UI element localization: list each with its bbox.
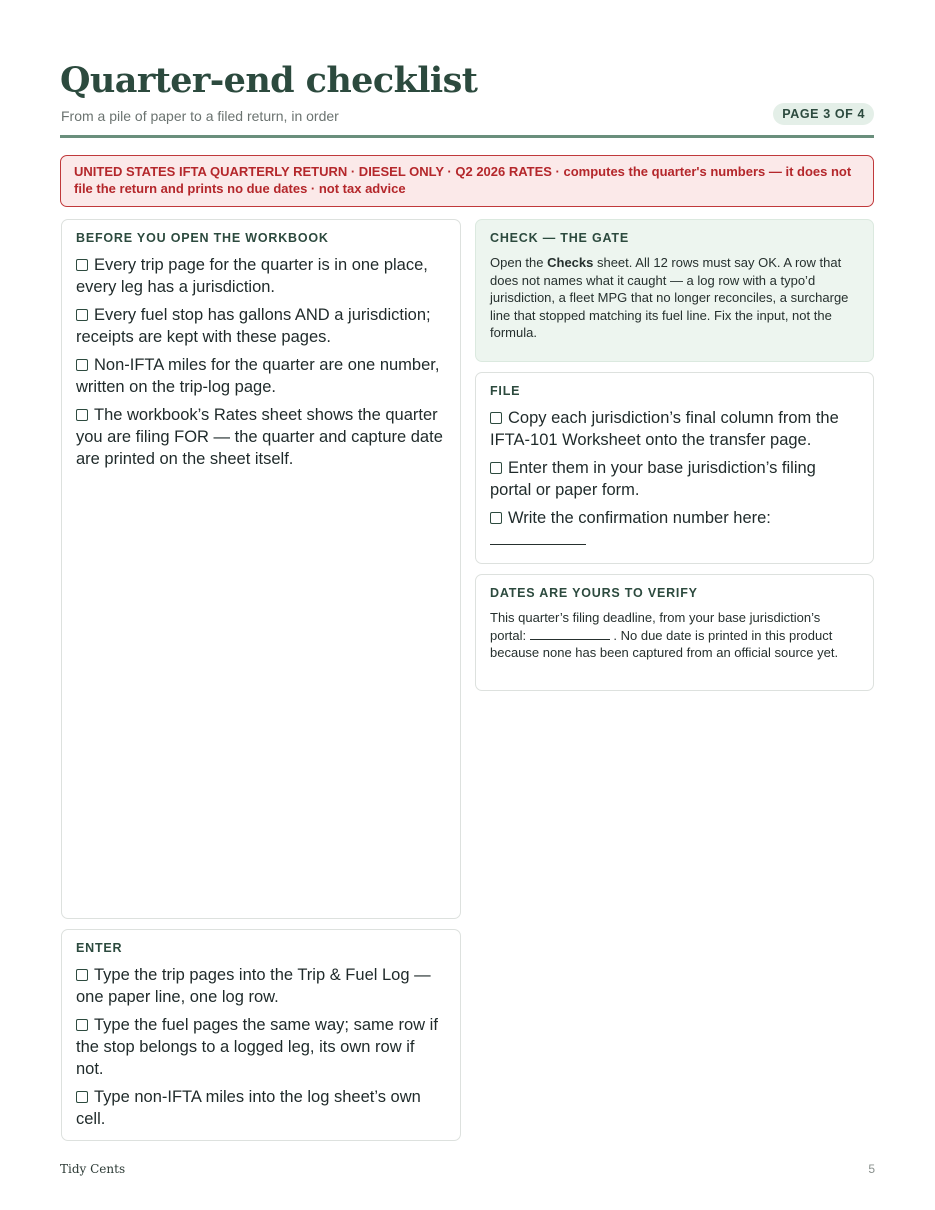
checklist-item[interactable] bbox=[76, 354, 446, 398]
gate-text-part: Open the bbox=[490, 255, 548, 270]
footer-page-number: 5 bbox=[868, 1162, 875, 1176]
checklist-item[interactable] bbox=[490, 407, 859, 451]
dates-card bbox=[475, 574, 874, 691]
checklist-item[interactable] bbox=[76, 304, 446, 348]
checkbox-icon[interactable] bbox=[76, 969, 88, 981]
footer-brand: Tidy Cents bbox=[60, 1162, 126, 1176]
before-card bbox=[61, 219, 461, 919]
checklist-item-text: Every trip page for the quarter is in one place, every leg has a jurisdiction. bbox=[76, 256, 428, 296]
checkbox-icon[interactable] bbox=[76, 409, 88, 421]
header-divider bbox=[60, 135, 874, 138]
checklist-item[interactable] bbox=[490, 507, 859, 551]
checks-sheet-name: Checks bbox=[547, 255, 594, 270]
disclaimer-banner: UNITED STATES IFTA QUARTERLY RETURN · DIESEL ONLY · Q2 2026 RATES · computes the quarter's numbers — it does not file the return and prints no due dates · not tax advice bbox=[60, 155, 874, 207]
checklist-item[interactable] bbox=[76, 964, 446, 1008]
gate-card bbox=[475, 219, 874, 362]
page-title: Quarter-end checklist bbox=[60, 60, 478, 101]
checklist-item-text: Write the confirmation number here: bbox=[508, 509, 771, 527]
file-heading: FILE bbox=[490, 384, 521, 398]
checkbox-icon[interactable] bbox=[76, 259, 88, 271]
checklist-item-text: Type the fuel pages the same way; same row if the stop belongs to a logged leg, its own row if not. bbox=[76, 1016, 438, 1078]
checklist-item[interactable] bbox=[76, 254, 446, 298]
page-subtitle: From a pile of paper to a filed return, in order bbox=[61, 108, 339, 124]
confirmation-number-blank[interactable] bbox=[490, 532, 586, 545]
checklist-item-text: Type the trip pages into the Trip & Fuel Log — one paper line, one log row. bbox=[76, 966, 431, 1006]
checklist-item[interactable] bbox=[490, 457, 859, 501]
checkbox-icon[interactable] bbox=[76, 309, 88, 321]
dates-text-part: This quarter’s filing deadline, from your base jurisdiction’s portal: bbox=[490, 610, 821, 643]
checklist-item-text: The workbook’s Rates sheet shows the quarter you are filing FOR — the quarter and capture date are printed on the sheet itself. bbox=[76, 406, 443, 468]
checkbox-icon[interactable] bbox=[76, 1019, 88, 1031]
gate-text bbox=[490, 254, 859, 342]
checklist-item[interactable] bbox=[76, 404, 446, 470]
dates-text-part: . No due date is printed in this product because none has been captured from an official source yet. bbox=[490, 627, 839, 660]
checklist-item-text: Every fuel stop has gallons AND a jurisdiction; receipts are kept with these pages. bbox=[76, 306, 431, 346]
file-card bbox=[475, 372, 874, 564]
checklist-item[interactable] bbox=[76, 1086, 446, 1130]
page-indicator-badge: PAGE 3 OF 4 bbox=[773, 103, 874, 125]
checkbox-icon[interactable] bbox=[76, 1091, 88, 1103]
enter-heading: ENTER bbox=[76, 941, 123, 955]
checklist-item-text: Enter them in your base jurisdiction’s filing portal or paper form. bbox=[490, 459, 816, 499]
checklist-item-text: Copy each jurisdiction’s final column from the IFTA-101 Worksheet onto the transfer page. bbox=[490, 409, 839, 449]
checkbox-icon[interactable] bbox=[76, 359, 88, 371]
checklist-item[interactable] bbox=[76, 1014, 446, 1080]
gate-heading: CHECK — THE GATE bbox=[490, 231, 629, 245]
checkbox-icon[interactable] bbox=[490, 512, 502, 524]
gate-text-part: sheet. All 12 rows must say OK. A row that does not names what it caught — a log row with a typo’d jurisdiction, a fleet MPG that no longer reconciles, a surcharge line that stopped matching its fuel line. Fix the input, not the formula. bbox=[490, 255, 849, 340]
deadline-blank[interactable] bbox=[530, 627, 610, 640]
checkbox-icon[interactable] bbox=[490, 462, 502, 474]
checkbox-icon[interactable] bbox=[490, 412, 502, 424]
dates-text bbox=[490, 609, 859, 662]
checklist-item-text: Type non-IFTA miles into the log sheet’s own cell. bbox=[76, 1088, 421, 1128]
dates-heading: DATES ARE YOURS TO VERIFY bbox=[490, 586, 698, 600]
enter-card bbox=[61, 929, 461, 1141]
checklist-item-text: Non-IFTA miles for the quarter are one number, written on the trip-log page. bbox=[76, 356, 440, 396]
before-heading: BEFORE YOU OPEN THE WORKBOOK bbox=[76, 231, 329, 245]
